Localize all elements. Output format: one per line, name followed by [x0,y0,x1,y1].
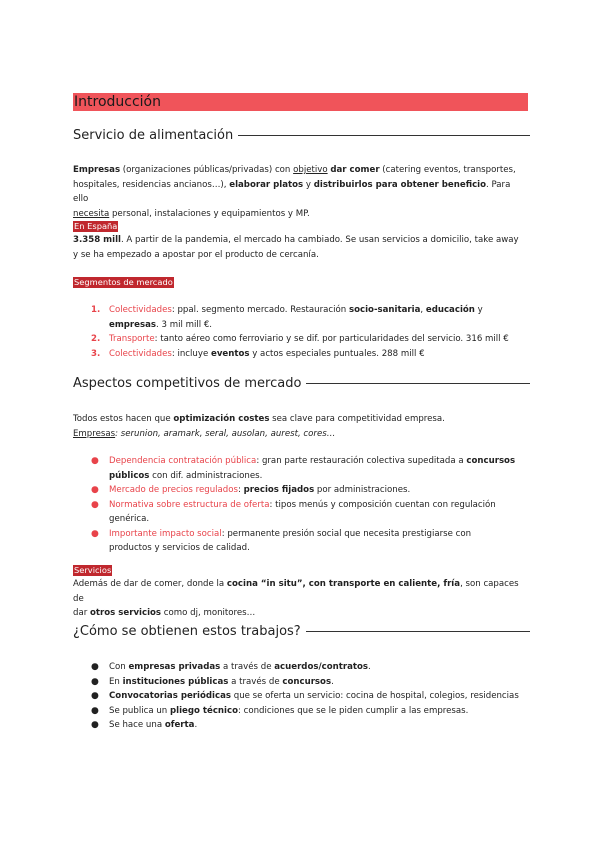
text: dar [73,608,90,618]
bullet-icon: ● [91,676,99,687]
intro-paragraph [73,163,527,221]
bold-text: otros servicios [90,608,162,618]
list-item [73,718,527,733]
item-label: Transporte [109,334,155,344]
bold-text: empresas privadas [128,662,221,672]
text: (organizaciones públicas/privadas) con [120,165,294,175]
section-heading-text: Servicio de alimentación [73,128,234,143]
text: y [303,179,314,190]
underlined-text: objetivo [293,165,328,175]
list-item [73,303,527,332]
bullet-icon: ● [91,720,99,730]
bullet-icon: ● [91,456,99,466]
page-title: Introducción [73,93,528,111]
section-heading-text: Aspectos competitivos de mercado [73,376,302,391]
list-number: 2. [91,334,101,344]
text: , [420,305,426,315]
text: y se ha empezado a apostar por el producto de cercanía. [73,249,319,260]
list-item [73,660,527,675]
heading-rule [238,135,530,136]
section-heading-text: ¿Cómo se obtienen estos trabajos? [73,624,301,639]
text: y [474,305,483,315]
text: . [194,720,198,730]
text: a través de [228,676,283,687]
bold-text: elaborar platos [229,179,304,190]
bold-text: concursos [466,456,516,466]
italic-text: : serunion, aramark, seral, ausolan, aurest, cores… [115,428,336,439]
item-label: Normativa sobre estructura de oferta [109,499,270,510]
list-item [73,704,527,719]
bullet-icon: ● [91,662,99,672]
text: por administraciones. [314,485,411,495]
bullet-icon: ● [91,691,99,701]
item-label: Colectividades [109,348,172,359]
section-heading-obtienen [73,624,530,639]
bold-text: 3.358 mill [73,235,121,245]
tag-segmentos: Segmentos de mercado [74,277,173,287]
text: genérica. [109,514,150,524]
underlined-text: necesita [73,208,110,219]
text: : incluye [171,348,211,359]
text: . A partir de la pandemia, el mercado ha cambiado. Se usan servicios a domicilio, take away [120,235,519,245]
list-item [73,332,527,347]
text: productos y servicios de calidad. [109,543,250,553]
tag-servicios: Servicios [74,565,112,575]
espana-paragraph [73,233,527,262]
text: : tipos menús y composición cuentan con regulación [269,499,496,510]
item-label: Dependencia contratación pública [109,456,257,466]
list-item [73,675,527,690]
list-number: 3. [91,348,101,359]
list-item [73,347,527,362]
text: a través de [220,662,275,672]
segmentos-list [73,303,527,361]
competitivos-list [73,454,527,556]
bold-text: instituciones públicas [122,676,229,687]
text: como dj, monitores… [161,608,256,618]
text: : condiciones que se le piden cumplir a las empresas. [237,705,469,716]
bold-text: optimización costes [173,414,270,424]
bold-text: pliego técnico [169,705,238,716]
section-heading-alimentacion [73,128,530,143]
item-label: Mercado de precios regulados [109,485,238,495]
bold-text: oferta [164,720,195,730]
text: : permanente presión social que necesita prestigiarse con [221,528,472,539]
text: Se publica un [109,705,170,716]
text: En [109,676,123,687]
bold-text: socio-sanitaria [348,305,421,315]
text: . [368,662,371,672]
bullet-icon: ● [91,499,99,510]
text: : ppal. segmento mercado. Restauración [171,305,349,315]
servicios-paragraph [73,577,527,621]
text: con dif. administraciones. [149,470,263,481]
bold-text: distribuirlos para obtener beneficio [313,179,487,190]
item-label: Colectividades [109,305,172,315]
heading-rule [306,631,530,632]
text: Se hace una [109,720,165,730]
text: . Para ello [73,179,511,204]
bold-text: eventos [210,348,250,359]
text: , son capaces de [73,579,519,604]
text: : [238,485,244,495]
tag-en-espana: En España [74,221,118,231]
bullet-icon: ● [91,705,99,716]
bold-text: empresas [109,319,157,330]
obtienen-list [73,660,527,733]
text: sea clave para competitividad empresa. [269,414,445,424]
text: : tanto aéreo como ferroviario y se dif. por particularidades del servicio. 316 mill € [154,334,509,344]
list-item [73,689,527,704]
underlined-text: Empresas [73,428,116,439]
bullet-icon: ● [91,528,99,539]
bold-text: Empresas [73,165,121,175]
text: Además de dar de comer, donde la [73,579,227,589]
item-label: Importante impacto social [109,528,222,539]
bold-text: acuerdos/contratos [274,662,369,672]
text: Con [109,662,129,672]
list-item [73,527,527,556]
list-item [73,483,527,498]
competitivos-paragraph [73,412,527,441]
heading-rule [306,383,530,384]
text: Todos estos hacen que [73,414,174,424]
list-item [73,454,527,483]
bold-text: Convocatorias periódicas [109,691,232,701]
bold-text: cocina “in situ”, con transporte en caliente, fría [226,579,461,589]
section-heading-competitivos [73,376,530,391]
text: y actos especiales puntuales. 288 mill € [249,348,425,359]
text: (catering eventos, transportes, [379,165,516,175]
text: . [331,676,334,687]
bold-text: concursos [282,676,332,687]
bold-text: dar comer [330,165,380,175]
bold-text: educación [425,305,475,315]
text: : gran parte restauración colectiva supeditada a [256,456,467,466]
bullet-icon: ● [91,485,99,495]
text: hospitales, residencias ancianos…), [73,179,230,190]
text: . 3 mil mill €. [156,319,213,330]
list-item [73,498,527,527]
list-number: 1. [91,305,101,315]
bold-text: precios fijados [243,485,315,495]
bold-text: públicos [109,470,150,481]
text: que se oferta un servicio: cocina de hospital, colegios, residencias [231,691,519,701]
text: personal, instalaciones y equipamientos y MP. [109,208,310,219]
